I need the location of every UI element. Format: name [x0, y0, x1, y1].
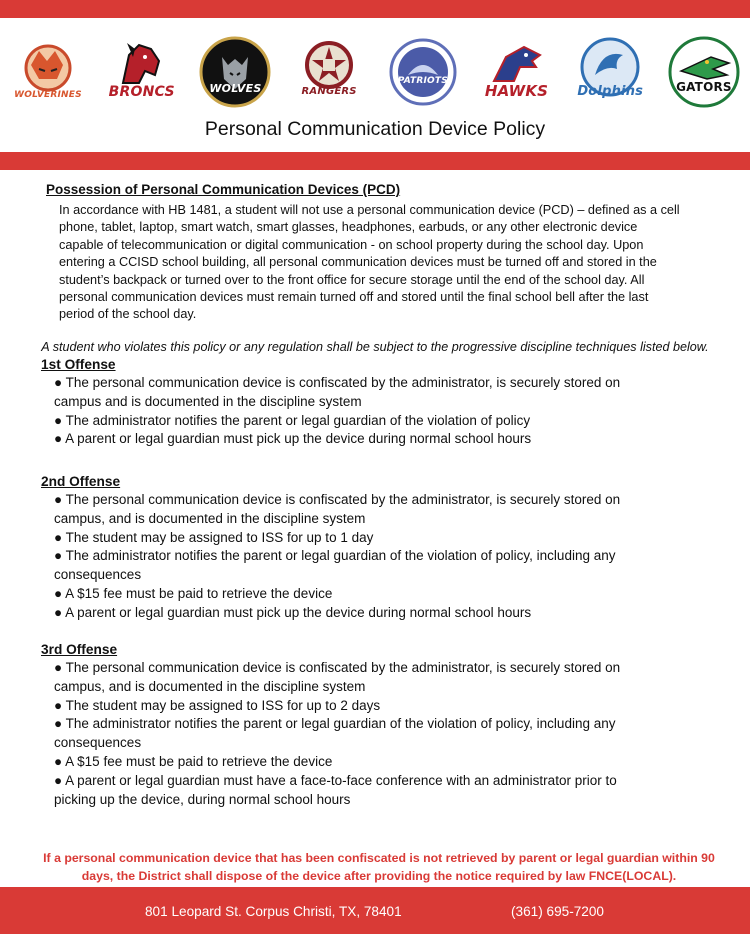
hawks-logo: HAWKS [479, 34, 555, 110]
list-item: campus and is documented in the discipline system [54, 393, 362, 409]
footer-bar [0, 887, 750, 934]
list-item: ● A parent or legal guardian must pick up the device during normal school hours [54, 431, 532, 447]
paragraph-line: personal communication devices must remain turned off and stored until the final school bell after the last [59, 290, 649, 305]
list-item: ● The administrator notifies the parent or legal guardian of the violation of policy, including any [54, 716, 616, 732]
list-item: picking up the device, during normal school hours [54, 791, 351, 807]
notice-line: days, the District shall dispose of the device after providing the notice required by law FNCE(LOCAL). [81, 868, 677, 883]
paragraph-line: In accordance with HB 1481, a student will not use a personal communication device (PCD) – defined as a cell [59, 203, 680, 217]
discipline-warning: A student who violates this policy or any regulation shall be subject to the progressive discipline techniques listed below. [41, 340, 709, 354]
dolphins-logo: Dolphins [572, 34, 648, 110]
list-item: ● The administrator notifies the parent or legal guardian of the violation of policy, including any [54, 548, 616, 564]
top-red-band [0, 0, 750, 18]
offense-title: 3rd Offense [41, 642, 118, 657]
rangers-logo: RANGERS [291, 34, 367, 110]
wolves-logo: WOLVES [197, 34, 273, 110]
list-item: consequences [54, 567, 142, 583]
offense-title: 2nd Offense [41, 474, 121, 489]
list-item: ● A $15 fee must be paid to retrieve the device [54, 753, 333, 769]
third-offense-section [41, 642, 721, 809]
title-red-band [0, 152, 750, 170]
list-item: ● The student may be assigned to ISS for up to 1 day [54, 529, 374, 545]
offense-list [41, 491, 721, 623]
possession-heading: Possession of Personal Communication Devices (PCD) [46, 182, 401, 197]
list-item: ● The administrator notifies the parent or legal guardian of the violation of policy [54, 412, 531, 428]
paragraph-line: period of the school day. [59, 307, 197, 322]
list-item: ● The personal communication device is confiscated by the administrator, is securely stored on [54, 660, 621, 675]
list-item: ● A $15 fee must be paid to retrieve the device [54, 585, 333, 601]
paragraph-line: entering a CCISD school building, all personal communication devices must be turned off and stored in the [59, 255, 657, 270]
broncs-logo: BRONCS [104, 34, 180, 110]
paragraph-line: capable of telecommunication or digital communication - on school property during the school day. Upon [59, 237, 644, 252]
offense-list [41, 374, 721, 449]
school-logos-row [0, 34, 750, 110]
offense-title: 1st Offense [41, 357, 116, 372]
list-item: ● The personal communication device is confiscated by the administrator, is securely stored on [54, 375, 621, 390]
list-item: ● The student may be assigned to ISS for up to 2 days [54, 697, 381, 713]
gators-logo: GATORS [666, 34, 742, 110]
wolverines-logo: WOLVERINES [10, 34, 86, 110]
notice-line: If a personal communication device that has been confiscated is not retrieved by parent or legal guardian within 90 [43, 851, 715, 865]
list-item: ● A parent or legal guardian must pick up the device during normal school hours [54, 604, 532, 620]
footer-phone: (361) 695-7200 [511, 904, 604, 919]
paragraph-line: phone, tablet, laptop, smart watch, smart glasses, headphones, earbuds, or any other electronic device [59, 220, 638, 235]
page-title: Personal Communication Device Policy [204, 118, 546, 140]
second-offense-section [41, 474, 721, 623]
paragraph-line: student’s backpack or turned over to the front office for secure storage until the end of the school day. All [59, 272, 645, 287]
first-offense-section [41, 357, 721, 449]
list-item: campus, and is documented in the discipline system [54, 678, 366, 694]
list-item: ● The personal communication device is confiscated by the administrator, is securely stored on [54, 492, 621, 507]
possession-paragraph [59, 202, 731, 324]
list-item: campus, and is documented in the discipline system [54, 510, 366, 526]
offense-list [41, 659, 721, 809]
list-item: consequences [54, 735, 142, 751]
list-item: ● A parent or legal guardian must have a face-to-face conference with an administrator prior to [54, 772, 617, 788]
patriots-logo: PATRIOTS [385, 34, 461, 110]
footer-address: 801 Leopard St. Corpus Christi, TX, 78401 [145, 904, 402, 919]
disposal-notice [20, 850, 738, 885]
